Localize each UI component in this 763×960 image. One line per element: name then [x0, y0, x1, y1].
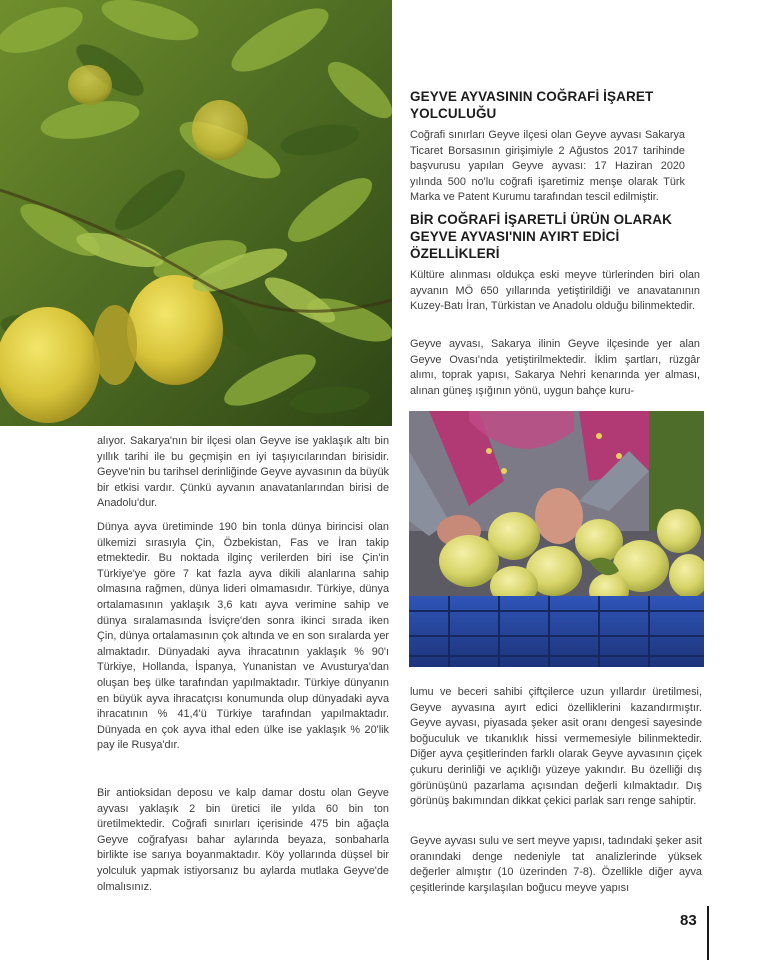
left-column-paragraph-1: alıyor. Sakarya'nın bir ilçesi olan Geyve ise yaklaşık altı bin yıllık tarihi ile bu geçmişin en iyi taşıyıcılarından birisidir. Geyve'nin bu tarihsel derinliğinde Geyve ayvasının da büyük bir etkisi vardır. Çünkü ayvanın anavatanlarından birisi de Anadolu'dur.: [97, 435, 389, 510]
section1-paragraph: Coğrafi sınırları Geyve ilçesi olan Geyve ayvası Sakarya Ticaret Borsasının girişimiyle 2 Ağustos 2017 tarihinde başvurusu yapılan Geyve ayvası: 17 Haziran 2020 yılında 500 no'lu coğrafi işaretimiz menşe olarak Türk Marka ve Patent Kurumu tarafından tescil edilmiştir.: [410, 129, 685, 204]
right-column-paragraph-2: Geyve ayvası sulu ve sert meyve yapısı, tadındaki şeker asit oranındaki denge nedeniyle tat analizlerinde yüksek değerler almıştır (10 üzerinden 7-8). Özellikle diğer ayva çeşitlerinde karşılaşılan boğucu meyve yapısı: [410, 835, 702, 894]
quince-tree-photo: [0, 0, 392, 426]
page-number-rule: [707, 906, 709, 960]
quince-harvest-crate-photo: [409, 411, 704, 667]
right-column-paragraph-1: lumu ve beceri sahibi çiftçilerce uzun yıllardır üretilmesi, Geyve ayvasına ayırt edici özelliklerini kazandırmıştır. Geyve ayvası, piyasada şeker asit oranı dengesi sayesinde boğuculuk ve tıkanıklık hissi vermemesiyle bilinmektedir. Diğer ayva çeşitlerinden farklı olarak Geyve ayvasının çiçek çukuru derinliği ve açıklığı yüzeye yakındır. Bu özelliği dış görünüşünü pazarlama açısından değerli kılmaktadır. Dış görünüş bakımından dikkat çekici parlak sarı renge sahiptir.: [410, 686, 702, 808]
left-column-paragraph-3: Bir antioksidan deposu ve kalp damar dostu olan Geyve ayvası yaklaşık 2 bin üretici ile yılda 60 bin ton üretilmektedir. Coğrafi sınırları içerisinde 475 bin ağaçla Geyve coğrafyası bahar aylarında beyaza, sonbaharla birlikte ise sarıya boyanmaktadır. Köy yollarında düşsel bir yolculuk yapmak istiyorsanız bu aylarda mutlaka Geyve'de olmalısınız.: [97, 787, 389, 893]
section-heading-distinctive-features: BİR COĞRAFİ İŞARETLİ ÜRÜN OLARAK GEYVE AYVASI'NIN AYIRT EDİCİ ÖZELLİKLERİ: [410, 212, 672, 261]
section2-paragraph-2: Geyve ayvası, Sakarya ilinin Geyve ilçesinde yer alan Geyve Ovası'nda yetiştirilmektedir. İklim şartları, rüzgâr alımı, toprak yapısı, Sakarya Nehri kenarında yer alması, alınan güneş ışığının yönü, uygun bahçe kuru-: [410, 338, 700, 397]
page-number: 83: [680, 912, 697, 929]
section2-paragraph-1: Kültüre alınması oldukça eski meyve türlerinden biri olan ayvanın MÖ 650 yıllarında yetiştirildiği ve anavatanının Kuzey-Batı İran, Türkistan ve Anadolu olduğu bilinmektedir.: [410, 269, 700, 313]
left-column-paragraph-2: Dünya ayva üretiminde 190 bin tonla dünya birincisi olan ülkemizi sırasıyla Çin, Özbekistan, Fas ve İran takip etmektedir. Bu noktada ilginç verilerden biri ise Çin'in Türkiye'ye göre 7 kat fazla ayva dikili alanlarına sahip olmasına rağmen, dünya lideri olmamasıdır. Türkiye, dünya ortalamasının yaklaşık 3,6 katı ayva verimine sahip ve dünya sıralamasında İsviçre'den sonra ikinci sırada iken Çin, dünya ortalamasının çok altında ve en son sıralarda yer almaktadır. Dünyadaki ayva ihracatının yaklaşık % 90'ı Türkiye, Hollanda, İspanya, Yunanistan ve Avusturya'dan oluşan beş ülke tarafından yapılmaktadır. Türkiye dünyanın en büyük ayva ihracatçısı konumunda olup dünyadaki ayva ihracatının % 41,4'ü Türkiye tarafından yapılmaktadır. Dünyada en çok ayva ithal eden ülke ise yaklaşık % 20'lik pay ile Rusya'dır.: [97, 521, 389, 752]
section-heading-geographic-indication: GEYVE AYVASININ COĞRAFİ İŞARET YOLCULUĞU: [410, 89, 654, 121]
